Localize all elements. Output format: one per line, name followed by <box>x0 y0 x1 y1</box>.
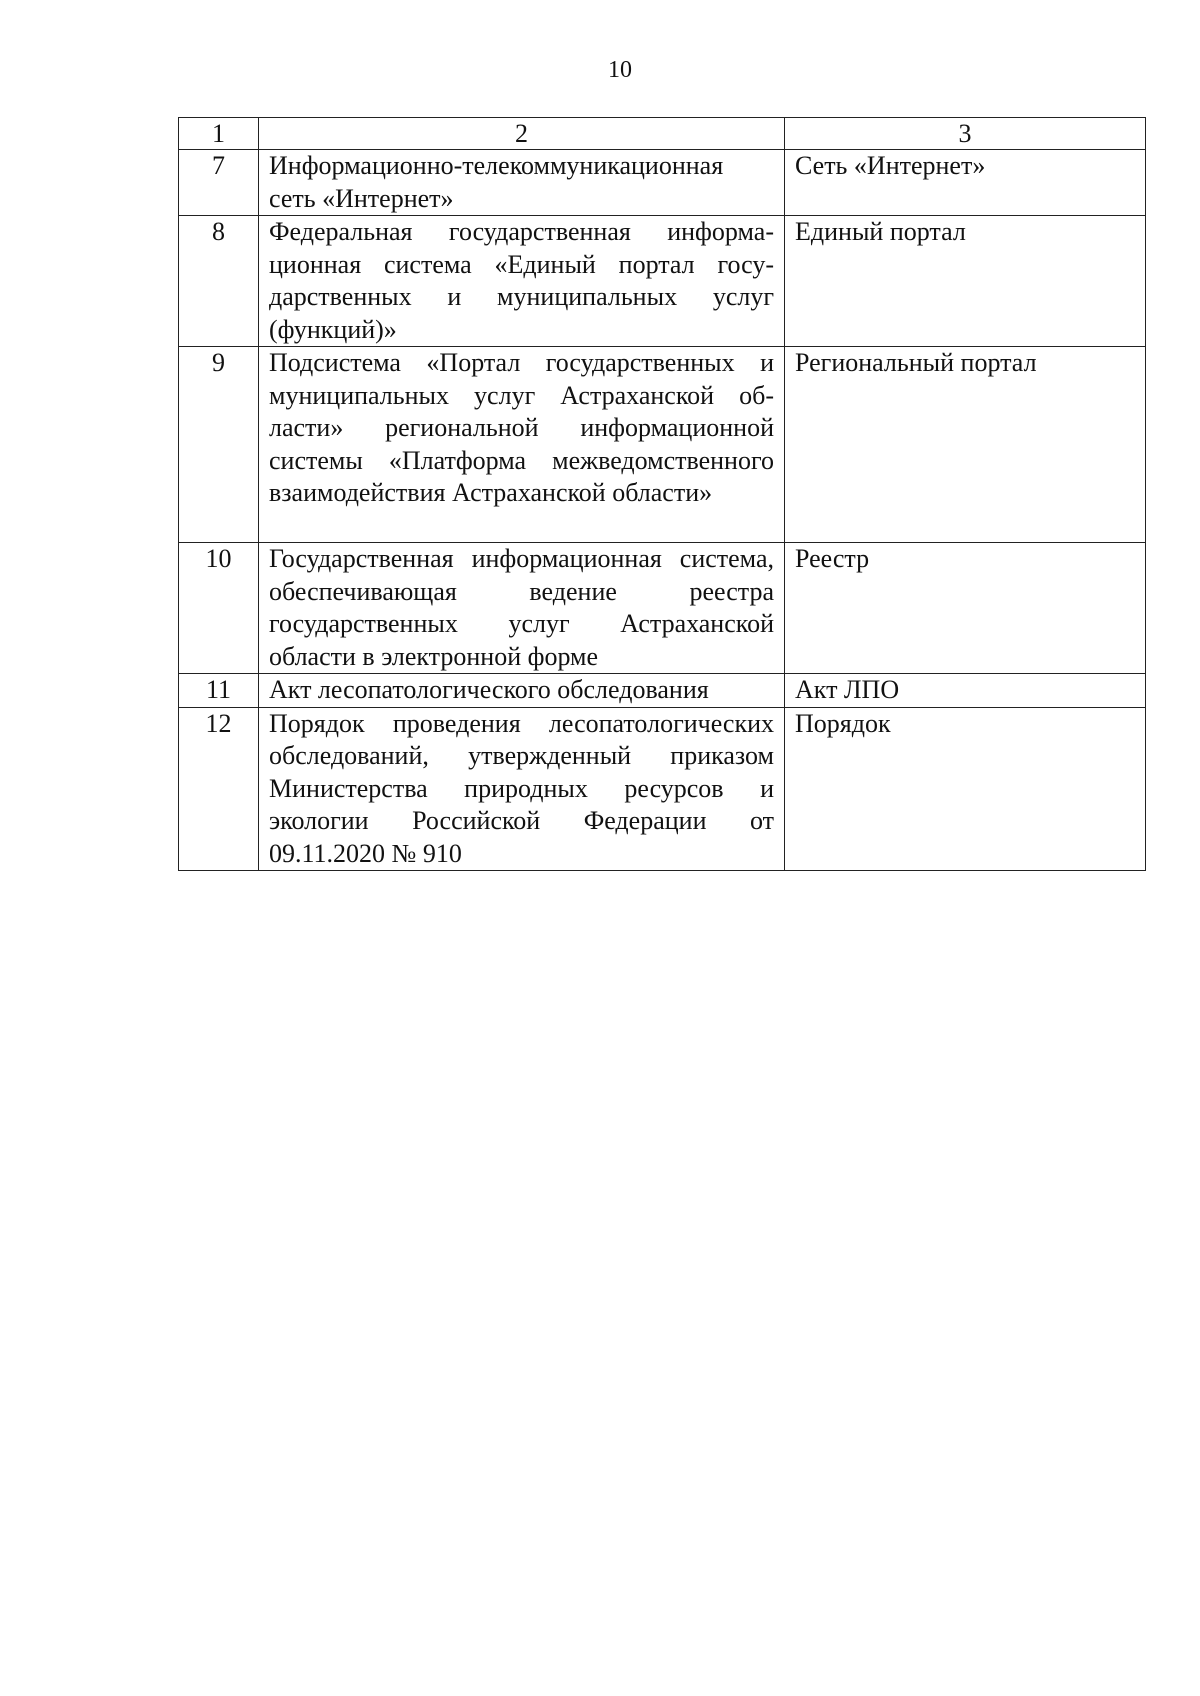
table-row <box>179 347 1146 543</box>
header-cell-2: 2 <box>259 118 785 150</box>
row-number: 9 <box>179 347 259 543</box>
row-full-name: Порядок проведения лесопатологических обследований, утвержденный приказом Министерства природных ресурсов и экологии Российской Федерации от 09.11.2020 № 910 <box>259 707 785 871</box>
page-number: 10 <box>608 57 632 83</box>
row-short-name: Региональный портал <box>785 347 1146 543</box>
row-short-name: Реестр <box>785 543 1146 674</box>
definitions-table <box>178 117 1146 871</box>
table-row <box>179 216 1146 347</box>
table-row <box>179 674 1146 708</box>
row-short-name: Порядок <box>785 707 1146 871</box>
header-cell-3: 3 <box>785 118 1146 150</box>
table-header-row <box>179 118 1146 150</box>
table-row <box>179 707 1146 871</box>
row-full-name: Подсистема «Портал государственных и муниципальных услуг Астраханской области» региональной информационной системы «Платформа межведомственного взаимодействия Астраханской области» <box>259 347 785 543</box>
header-cell-1: 1 <box>179 118 259 150</box>
row-full-name: Государственная информационная система, обеспечивающая ведение реестра государственных услуг Астраханской области в электронной форме <box>259 543 785 674</box>
table-row <box>179 543 1146 674</box>
row-full-name: Информационно-телекоммуникационная сеть «Интернет» <box>259 150 785 216</box>
row-number: 10 <box>179 543 259 674</box>
row-full-name: Акт лесопатологического обследования <box>259 674 785 708</box>
row-number: 11 <box>179 674 259 708</box>
table-row <box>179 150 1146 216</box>
row-full-name: Федеральная государственная информационная система «Единый портал государственных и муниципальных услуг (функций)» <box>259 216 785 347</box>
row-short-name: Сеть «Интернет» <box>785 150 1146 216</box>
row-short-name: Акт ЛПО <box>785 674 1146 708</box>
row-short-name: Единый портал <box>785 216 1146 347</box>
row-number: 12 <box>179 707 259 871</box>
row-number: 7 <box>179 150 259 216</box>
row-number: 8 <box>179 216 259 347</box>
